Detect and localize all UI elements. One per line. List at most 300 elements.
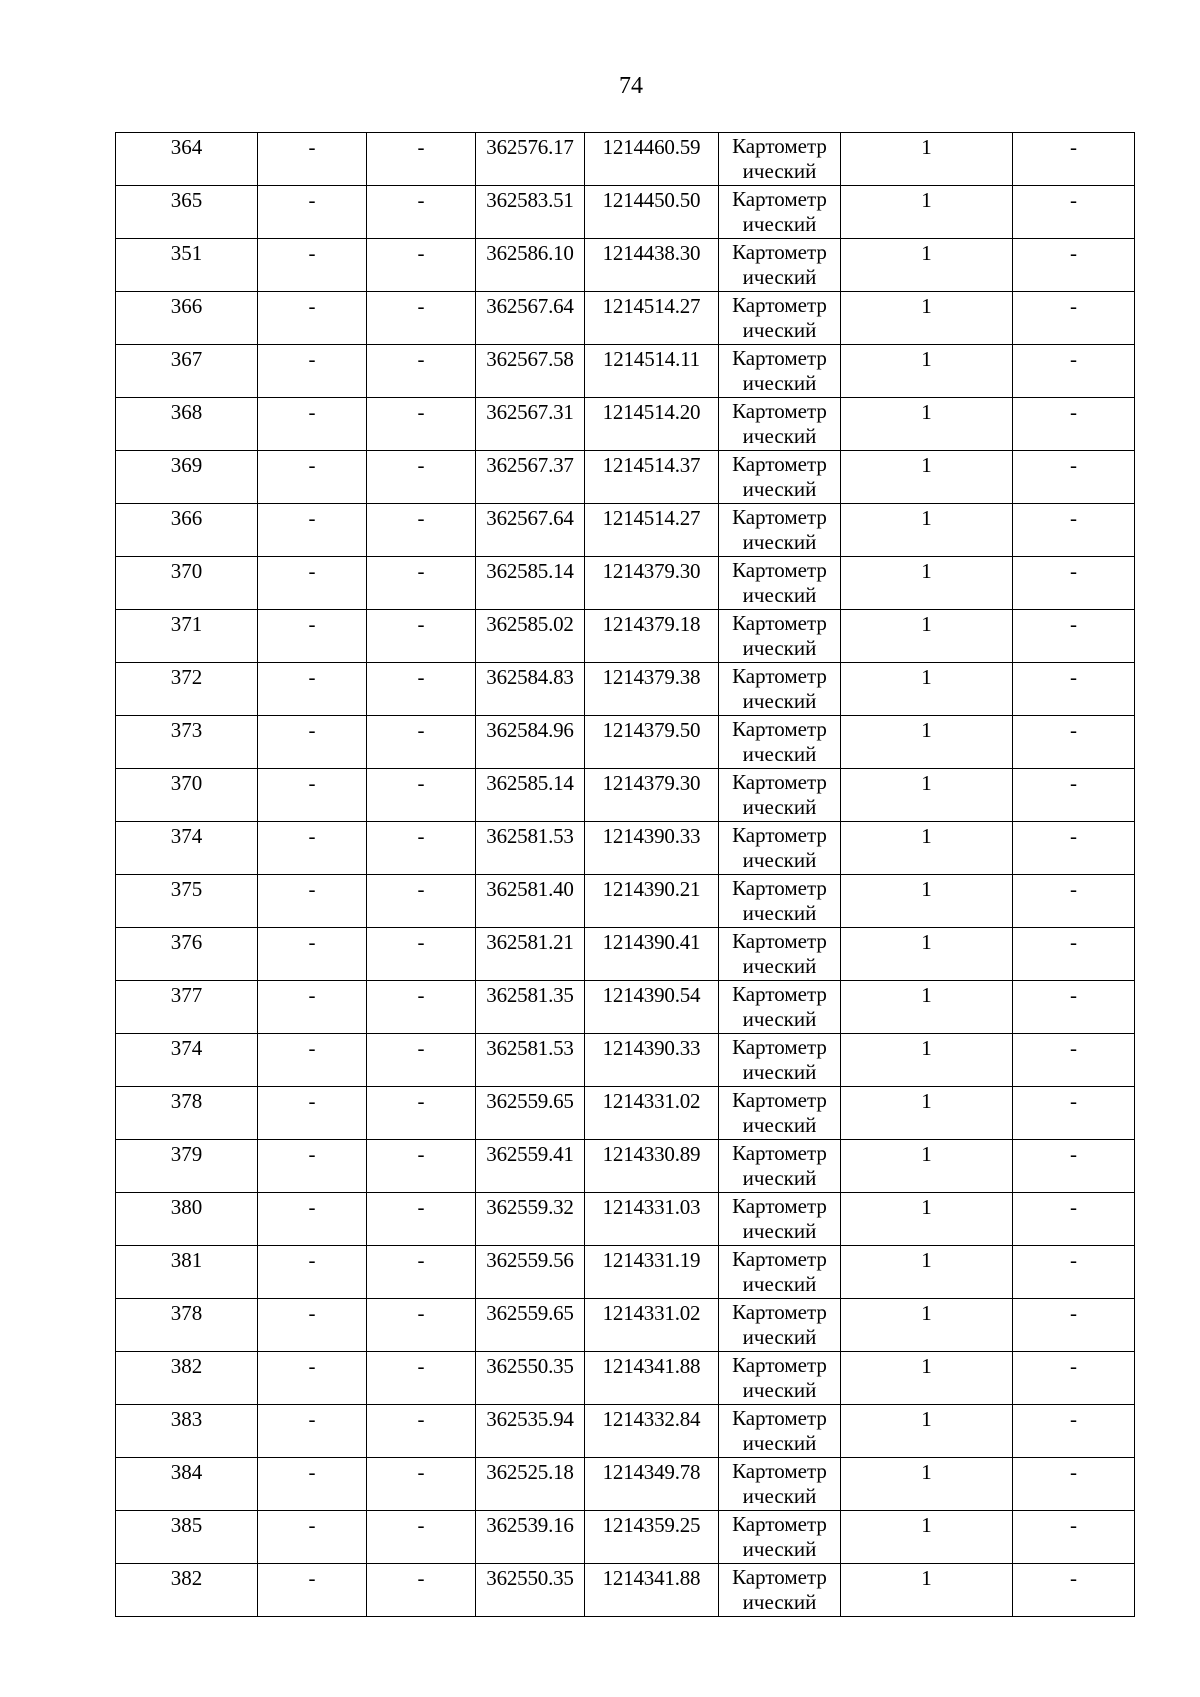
method-label-line2: ический	[742, 742, 817, 766]
table-row	[116, 1246, 1135, 1299]
point-number-cell: 367	[116, 345, 258, 398]
x-coordinate-cell: 362581.21	[476, 928, 585, 981]
y-coordinate-cell: 1214390.41	[585, 928, 719, 981]
dash-cell: -	[367, 1458, 476, 1511]
dash-cell: -	[367, 1299, 476, 1352]
dash-cell: -	[258, 981, 367, 1034]
dash-cell: -	[258, 663, 367, 716]
dash-cell: -	[258, 557, 367, 610]
point-number-cell: 351	[116, 239, 258, 292]
method-label-line2: ический	[742, 159, 817, 183]
x-coordinate-cell: 362585.14	[476, 557, 585, 610]
table-row	[116, 1405, 1135, 1458]
accuracy-cell: 1	[841, 557, 1013, 610]
table-row	[116, 398, 1135, 451]
dash-cell: -	[1013, 1405, 1135, 1458]
x-coordinate-cell: 362576.17	[476, 133, 585, 186]
dash-cell: -	[1013, 1352, 1135, 1405]
dash-cell: -	[258, 1034, 367, 1087]
dash-cell: -	[258, 716, 367, 769]
y-coordinate-cell: 1214379.38	[585, 663, 719, 716]
accuracy-cell: 1	[841, 1034, 1013, 1087]
method-label-line2: ический	[742, 583, 817, 607]
method-label-line1: Картометр	[732, 1035, 827, 1059]
dash-cell: -	[1013, 398, 1135, 451]
method-cell	[719, 981, 841, 1034]
dash-cell: -	[1013, 1193, 1135, 1246]
dash-cell: -	[1013, 822, 1135, 875]
dash-cell: -	[367, 716, 476, 769]
dash-cell: -	[1013, 610, 1135, 663]
dash-cell: -	[258, 133, 367, 186]
dash-cell: -	[367, 239, 476, 292]
x-coordinate-cell: 362535.94	[476, 1405, 585, 1458]
x-coordinate-cell: 362585.14	[476, 769, 585, 822]
dash-cell: -	[1013, 716, 1135, 769]
method-label-line1: Картометр	[732, 1353, 827, 1377]
dash-cell: -	[258, 610, 367, 663]
point-number-cell: 379	[116, 1140, 258, 1193]
point-number-cell: 384	[116, 1458, 258, 1511]
method-cell	[719, 663, 841, 716]
table-row	[116, 1193, 1135, 1246]
table-row	[116, 1140, 1135, 1193]
dash-cell: -	[367, 875, 476, 928]
method-label-line2: ический	[742, 1484, 817, 1508]
point-number-cell: 382	[116, 1564, 258, 1617]
dash-cell: -	[367, 1405, 476, 1458]
dash-cell: -	[1013, 1246, 1135, 1299]
dash-cell: -	[367, 769, 476, 822]
accuracy-cell: 1	[841, 1087, 1013, 1140]
dash-cell: -	[1013, 504, 1135, 557]
y-coordinate-cell: 1214514.11	[585, 345, 719, 398]
method-label-line2: ический	[742, 636, 817, 660]
accuracy-cell: 1	[841, 875, 1013, 928]
method-label-line1: Картометр	[732, 1406, 827, 1430]
dash-cell: -	[1013, 186, 1135, 239]
accuracy-cell: 1	[841, 345, 1013, 398]
method-cell	[719, 1246, 841, 1299]
method-label-line1: Картометр	[732, 717, 827, 741]
dash-cell: -	[1013, 1299, 1135, 1352]
method-label-line1: Картометр	[732, 1141, 827, 1165]
point-number-cell: 377	[116, 981, 258, 1034]
table-row	[116, 875, 1135, 928]
table-row	[116, 1564, 1135, 1617]
dash-cell: -	[367, 1564, 476, 1617]
point-number-cell: 374	[116, 1034, 258, 1087]
x-coordinate-cell: 362559.41	[476, 1140, 585, 1193]
point-number-cell: 366	[116, 292, 258, 345]
method-cell	[719, 186, 841, 239]
method-label-line2: ический	[742, 1219, 817, 1243]
method-cell	[719, 928, 841, 981]
x-coordinate-cell: 362585.02	[476, 610, 585, 663]
dash-cell: -	[258, 1299, 367, 1352]
method-label-line1: Картометр	[732, 1459, 827, 1483]
y-coordinate-cell: 1214514.37	[585, 451, 719, 504]
method-cell	[719, 1140, 841, 1193]
point-number-cell: 375	[116, 875, 258, 928]
x-coordinate-cell: 362559.65	[476, 1299, 585, 1352]
method-label-line2: ический	[742, 1537, 817, 1561]
dash-cell: -	[367, 981, 476, 1034]
point-number-cell: 370	[116, 769, 258, 822]
y-coordinate-cell: 1214379.30	[585, 769, 719, 822]
dash-cell: -	[258, 875, 367, 928]
x-coordinate-cell: 362525.18	[476, 1458, 585, 1511]
point-number-cell: 370	[116, 557, 258, 610]
dash-cell: -	[258, 186, 367, 239]
method-cell	[719, 1034, 841, 1087]
point-number-cell: 365	[116, 186, 258, 239]
method-label-line1: Картометр	[732, 452, 827, 476]
point-number-cell: 371	[116, 610, 258, 663]
dash-cell: -	[1013, 1140, 1135, 1193]
method-cell	[719, 451, 841, 504]
dash-cell: -	[1013, 875, 1135, 928]
dash-cell: -	[1013, 292, 1135, 345]
y-coordinate-cell: 1214390.21	[585, 875, 719, 928]
accuracy-cell: 1	[841, 239, 1013, 292]
method-label-line1: Картометр	[732, 611, 827, 635]
point-number-cell: 382	[116, 1352, 258, 1405]
accuracy-cell: 1	[841, 981, 1013, 1034]
accuracy-cell: 1	[841, 1352, 1013, 1405]
method-label-line2: ический	[742, 1060, 817, 1084]
accuracy-cell: 1	[841, 1299, 1013, 1352]
table-row	[116, 610, 1135, 663]
method-cell	[719, 239, 841, 292]
x-coordinate-cell: 362586.10	[476, 239, 585, 292]
method-label-line2: ический	[742, 265, 817, 289]
table-row	[116, 822, 1135, 875]
accuracy-cell: 1	[841, 610, 1013, 663]
method-cell	[719, 1564, 841, 1617]
point-number-cell: 383	[116, 1405, 258, 1458]
method-cell	[719, 292, 841, 345]
x-coordinate-cell: 362559.65	[476, 1087, 585, 1140]
method-cell	[719, 1299, 841, 1352]
dash-cell: -	[258, 504, 367, 557]
x-coordinate-cell: 362567.64	[476, 292, 585, 345]
y-coordinate-cell: 1214331.19	[585, 1246, 719, 1299]
accuracy-cell: 1	[841, 1458, 1013, 1511]
dash-cell: -	[1013, 557, 1135, 610]
dash-cell: -	[367, 451, 476, 504]
method-label-line2: ический	[742, 318, 817, 342]
point-number-cell: 380	[116, 1193, 258, 1246]
method-label-line2: ический	[742, 689, 817, 713]
method-label-line1: Картометр	[732, 505, 827, 529]
table-row	[116, 663, 1135, 716]
accuracy-cell: 1	[841, 663, 1013, 716]
table-row	[116, 239, 1135, 292]
dash-cell: -	[367, 1511, 476, 1564]
dash-cell: -	[367, 186, 476, 239]
method-cell	[719, 398, 841, 451]
table-row	[116, 1034, 1135, 1087]
method-label-line2: ический	[742, 1166, 817, 1190]
method-cell	[719, 1405, 841, 1458]
dash-cell: -	[258, 1087, 367, 1140]
dash-cell: -	[367, 1246, 476, 1299]
method-cell	[719, 769, 841, 822]
method-cell	[719, 504, 841, 557]
table-row	[116, 451, 1135, 504]
y-coordinate-cell: 1214514.20	[585, 398, 719, 451]
x-coordinate-cell: 362539.16	[476, 1511, 585, 1564]
table-row	[116, 504, 1135, 557]
y-coordinate-cell: 1214379.18	[585, 610, 719, 663]
point-number-cell: 381	[116, 1246, 258, 1299]
dash-cell: -	[1013, 769, 1135, 822]
dash-cell: -	[258, 451, 367, 504]
dash-cell: -	[367, 663, 476, 716]
point-number-cell: 376	[116, 928, 258, 981]
point-number-cell: 374	[116, 822, 258, 875]
accuracy-cell: 1	[841, 716, 1013, 769]
y-coordinate-cell: 1214514.27	[585, 292, 719, 345]
accuracy-cell: 1	[841, 1511, 1013, 1564]
accuracy-cell: 1	[841, 1193, 1013, 1246]
y-coordinate-cell: 1214390.54	[585, 981, 719, 1034]
dash-cell: -	[1013, 133, 1135, 186]
accuracy-cell: 1	[841, 1140, 1013, 1193]
dash-cell: -	[367, 345, 476, 398]
table-row	[116, 186, 1135, 239]
y-coordinate-cell: 1214390.33	[585, 822, 719, 875]
dash-cell: -	[1013, 1458, 1135, 1511]
table-row	[116, 981, 1135, 1034]
y-coordinate-cell: 1214379.50	[585, 716, 719, 769]
method-label-line1: Картометр	[732, 1247, 827, 1271]
accuracy-cell: 1	[841, 451, 1013, 504]
x-coordinate-cell: 362583.51	[476, 186, 585, 239]
method-cell	[719, 1511, 841, 1564]
method-label-line2: ический	[742, 1378, 817, 1402]
method-label-line2: ический	[742, 1325, 817, 1349]
dash-cell: -	[1013, 345, 1135, 398]
dash-cell: -	[367, 1193, 476, 1246]
method-cell	[719, 557, 841, 610]
method-label-line1: Картометр	[732, 664, 827, 688]
y-coordinate-cell: 1214331.03	[585, 1193, 719, 1246]
method-cell	[719, 1087, 841, 1140]
dash-cell: -	[258, 1140, 367, 1193]
table-row	[116, 928, 1135, 981]
x-coordinate-cell: 362567.58	[476, 345, 585, 398]
x-coordinate-cell: 362559.32	[476, 1193, 585, 1246]
x-coordinate-cell: 362567.31	[476, 398, 585, 451]
method-label-line1: Картометр	[732, 1512, 827, 1536]
y-coordinate-cell: 1214331.02	[585, 1087, 719, 1140]
y-coordinate-cell: 1214349.78	[585, 1458, 719, 1511]
table-row	[116, 1299, 1135, 1352]
accuracy-cell: 1	[841, 133, 1013, 186]
method-cell	[719, 875, 841, 928]
dash-cell: -	[258, 1458, 367, 1511]
dash-cell: -	[367, 398, 476, 451]
accuracy-cell: 1	[841, 292, 1013, 345]
y-coordinate-cell: 1214332.84	[585, 1405, 719, 1458]
method-cell	[719, 1458, 841, 1511]
table-row	[116, 1458, 1135, 1511]
x-coordinate-cell: 362550.35	[476, 1352, 585, 1405]
x-coordinate-cell: 362581.53	[476, 822, 585, 875]
y-coordinate-cell: 1214438.30	[585, 239, 719, 292]
accuracy-cell: 1	[841, 769, 1013, 822]
table-row	[116, 1511, 1135, 1564]
method-label-line2: ический	[742, 1590, 817, 1614]
method-label-line2: ический	[742, 371, 817, 395]
point-number-cell: 364	[116, 133, 258, 186]
dash-cell: -	[258, 398, 367, 451]
y-coordinate-cell: 1214331.02	[585, 1299, 719, 1352]
method-cell	[719, 133, 841, 186]
dash-cell: -	[367, 1352, 476, 1405]
method-label-line2: ический	[742, 1272, 817, 1296]
method-cell	[719, 716, 841, 769]
dash-cell: -	[258, 1352, 367, 1405]
dash-cell: -	[367, 133, 476, 186]
dash-cell: -	[1013, 928, 1135, 981]
method-label-line2: ический	[742, 954, 817, 978]
x-coordinate-cell: 362584.83	[476, 663, 585, 716]
accuracy-cell: 1	[841, 398, 1013, 451]
dash-cell: -	[1013, 1087, 1135, 1140]
dash-cell: -	[258, 769, 367, 822]
method-label-line1: Картометр	[732, 1088, 827, 1112]
y-coordinate-cell: 1214330.89	[585, 1140, 719, 1193]
page-number: 74	[619, 73, 643, 99]
point-number-cell: 369	[116, 451, 258, 504]
x-coordinate-cell: 362584.96	[476, 716, 585, 769]
dash-cell: -	[367, 504, 476, 557]
dash-cell: -	[258, 1405, 367, 1458]
accuracy-cell: 1	[841, 1246, 1013, 1299]
table-row	[116, 1352, 1135, 1405]
method-cell	[719, 822, 841, 875]
x-coordinate-cell: 362550.35	[476, 1564, 585, 1617]
method-label-line1: Картометр	[732, 1565, 827, 1589]
x-coordinate-cell: 362567.37	[476, 451, 585, 504]
dash-cell: -	[258, 239, 367, 292]
dash-cell: -	[367, 610, 476, 663]
y-coordinate-cell: 1214450.50	[585, 186, 719, 239]
x-coordinate-cell: 362581.35	[476, 981, 585, 1034]
x-coordinate-cell: 362567.64	[476, 504, 585, 557]
dash-cell: -	[367, 1034, 476, 1087]
method-label-line2: ический	[742, 795, 817, 819]
table-row	[116, 133, 1135, 186]
method-label-line1: Картометр	[732, 558, 827, 582]
method-label-line2: ический	[742, 530, 817, 554]
method-cell	[719, 610, 841, 663]
method-label-line1: Картометр	[732, 876, 827, 900]
dash-cell: -	[1013, 1511, 1135, 1564]
dash-cell: -	[367, 928, 476, 981]
dash-cell: -	[258, 1193, 367, 1246]
coordinates-table	[115, 132, 1135, 1617]
method-label-line1: Картометр	[732, 134, 827, 158]
point-number-cell: 378	[116, 1299, 258, 1352]
method-label-line1: Картометр	[732, 1194, 827, 1218]
method-label-line1: Картометр	[732, 982, 827, 1006]
accuracy-cell: 1	[841, 186, 1013, 239]
method-label-line2: ический	[742, 901, 817, 925]
table-row	[116, 1087, 1135, 1140]
method-label-line2: ический	[742, 848, 817, 872]
method-label-line1: Картометр	[732, 187, 827, 211]
dash-cell: -	[258, 1564, 367, 1617]
y-coordinate-cell: 1214514.27	[585, 504, 719, 557]
y-coordinate-cell: 1214460.59	[585, 133, 719, 186]
method-label-line1: Картометр	[732, 293, 827, 317]
method-cell	[719, 345, 841, 398]
method-label-line1: Картометр	[732, 1300, 827, 1324]
y-coordinate-cell: 1214341.88	[585, 1564, 719, 1617]
x-coordinate-cell: 362559.56	[476, 1246, 585, 1299]
x-coordinate-cell: 362581.53	[476, 1034, 585, 1087]
method-label-line2: ический	[742, 477, 817, 501]
dash-cell: -	[258, 822, 367, 875]
y-coordinate-cell: 1214359.25	[585, 1511, 719, 1564]
method-label-line2: ический	[742, 1431, 817, 1455]
dash-cell: -	[367, 822, 476, 875]
dash-cell: -	[258, 292, 367, 345]
dash-cell: -	[258, 345, 367, 398]
method-label-line2: ический	[742, 1113, 817, 1137]
dash-cell: -	[258, 1511, 367, 1564]
point-number-cell: 368	[116, 398, 258, 451]
method-cell	[719, 1193, 841, 1246]
dash-cell: -	[367, 292, 476, 345]
method-label-line1: Картометр	[732, 823, 827, 847]
accuracy-cell: 1	[841, 504, 1013, 557]
method-cell	[719, 1352, 841, 1405]
method-label-line1: Картометр	[732, 770, 827, 794]
table-row	[116, 292, 1135, 345]
accuracy-cell: 1	[841, 1564, 1013, 1617]
x-coordinate-cell: 362581.40	[476, 875, 585, 928]
point-number-cell: 373	[116, 716, 258, 769]
table-row	[116, 557, 1135, 610]
dash-cell: -	[1013, 981, 1135, 1034]
dash-cell: -	[1013, 1034, 1135, 1087]
table-row	[116, 769, 1135, 822]
dash-cell: -	[1013, 451, 1135, 504]
point-number-cell: 366	[116, 504, 258, 557]
accuracy-cell: 1	[841, 1405, 1013, 1458]
dash-cell: -	[367, 557, 476, 610]
dash-cell: -	[1013, 663, 1135, 716]
method-label-line1: Картометр	[732, 399, 827, 423]
table-row	[116, 345, 1135, 398]
dash-cell: -	[258, 928, 367, 981]
y-coordinate-cell: 1214379.30	[585, 557, 719, 610]
method-label-line1: Картометр	[732, 240, 827, 264]
point-number-cell: 378	[116, 1087, 258, 1140]
method-label-line2: ический	[742, 424, 817, 448]
accuracy-cell: 1	[841, 822, 1013, 875]
dash-cell: -	[258, 1246, 367, 1299]
dash-cell: -	[367, 1087, 476, 1140]
method-label-line2: ический	[742, 212, 817, 236]
table-row	[116, 716, 1135, 769]
dash-cell: -	[1013, 239, 1135, 292]
